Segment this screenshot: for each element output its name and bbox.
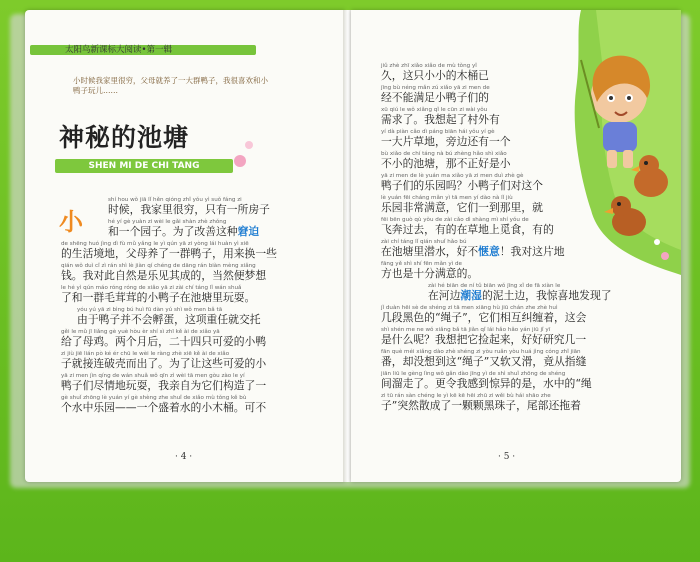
right-page — [351, 10, 681, 482]
pinyin-line: jīng bù néng mǎn zú xiǎo yā zi men de — [381, 85, 490, 91]
pinyin-line: fāng yě shì shí fēn mǎn yì de — [381, 261, 462, 267]
text-line — [381, 62, 671, 84]
hanzi-text: 子就接连破壳而出了。为了让这些可爱的小 — [61, 357, 267, 370]
hanzi-text: 了和一群毛茸茸的小鸭子在池塘里玩耍。 — [61, 291, 256, 304]
hanzi-line — [61, 336, 341, 349]
text-line — [381, 106, 671, 128]
hanzi-line — [77, 314, 341, 327]
text-line — [108, 196, 341, 218]
hanzi-line — [381, 114, 671, 127]
pinyin-line: yí dà piàn cǎo dì páng biān hái yǒu yí gè — [381, 129, 495, 135]
text-line — [61, 262, 341, 284]
text-line — [381, 370, 671, 392]
hanzi-text: 久，这只小小的木桶已 — [381, 69, 489, 82]
highlighted-word: 潮湿 — [460, 289, 482, 302]
hanzi-line — [381, 268, 671, 281]
header-dots: ●●●●● — [176, 45, 219, 55]
drop-cap: 小 — [59, 208, 83, 236]
text-line — [381, 348, 671, 370]
hanzi-text: 钱。我对此自然是乐见其成的，当然便梦想 — [61, 269, 267, 282]
text-line — [61, 284, 341, 306]
highlighted-word: 窘迫 — [237, 225, 260, 238]
text-line — [428, 282, 671, 304]
hanzi-line — [381, 70, 671, 83]
hanzi-line — [381, 356, 671, 369]
pinyin-line: jiān liū le gèng lìng wǒ gǎn dào jīng yì de shì shuǐ zhōng de shéng — [381, 371, 566, 377]
hanzi-text: 方也是十分满意的。 — [381, 267, 479, 280]
flower-icon — [234, 155, 246, 167]
hanzi-line — [381, 378, 671, 391]
hanzi-line — [428, 290, 671, 303]
pinyin-line: yā zi men jìn qíng de wán shuǎ wǒ qīn zì wèi tā men gòu zào le yí — [61, 373, 245, 379]
text-line — [381, 172, 671, 194]
flower-icon — [245, 141, 253, 149]
hanzi-text: 在池塘里潜水，好不 — [381, 245, 479, 258]
series-title: 太阳鸟新课标大阅读•第一辑 — [65, 45, 173, 55]
pinyin-line: lè yuán fēi cháng mǎn yì tā men yí dào nà lǐ jiù — [381, 195, 513, 201]
text-line — [381, 326, 671, 348]
left-page — [25, 10, 345, 482]
series-header — [65, 43, 218, 55]
left-body-text — [61, 196, 341, 416]
hanzi-text: 几段黑色的“绳子”，它们相互纠缠着，这会 — [381, 311, 587, 324]
hanzi-line — [381, 180, 671, 193]
right-body-text — [381, 62, 671, 414]
hanzi-text: 子”突然散成了一颗颗黑珠子，尾部还拖着 — [381, 399, 581, 412]
hanzi-text: 时候，我家里很穷，只有一所房子 — [108, 203, 270, 216]
page-number-left: · 4 · — [175, 452, 193, 462]
pinyin-line: jǐ duàn hēi sè de shéng zi tā men xiāng hù jiū chán zhe zhè huì — [381, 305, 558, 311]
text-line — [61, 394, 341, 416]
hanzi-line — [61, 292, 341, 305]
hanzi-text: 需求了。我想起了村外有 — [381, 113, 500, 126]
hanzi-line — [61, 402, 341, 415]
pinyin-line: hé yí gè yuàn zi wèi le gǎi shàn zhè zhǒng — [108, 219, 227, 225]
hanzi-line — [381, 334, 671, 347]
hanzi-line — [381, 246, 671, 259]
hanzi-line — [381, 158, 671, 171]
pinyin-line: zài hé biān de ní tǔ biān wǒ jīng xǐ de fā xiàn le — [428, 283, 561, 289]
text-line — [77, 306, 341, 328]
text-line — [381, 392, 671, 414]
pinyin-line: fēi bēn guò qù yǒu de zài cǎo dì shàng mì shí yǒu de — [381, 217, 529, 223]
hanzi-line — [381, 312, 671, 325]
title-pinyin: SHEN MI DE CHI TANG — [55, 159, 233, 173]
hanzi-text: 不小的池塘，那不正好是小 — [381, 157, 511, 170]
hanzi-line — [61, 270, 341, 283]
hanzi-text: 和一个园子。为了改善这种 — [108, 225, 238, 238]
pinyin-line: bù xiǎo de chí táng nà bú zhèng hǎo shì xiǎo — [381, 151, 507, 157]
hanzi-text: 个水中乐园——一个盛着水的小木桶。可不 — [61, 401, 267, 414]
hanzi-line — [61, 358, 341, 371]
text-line — [381, 84, 671, 106]
hanzi-line — [381, 92, 671, 105]
hanzi-line — [108, 204, 341, 217]
hanzi-line — [381, 224, 671, 237]
hanzi-text: 在河边 — [428, 289, 461, 302]
text-line — [381, 150, 671, 172]
hanzi-text: 的泥土边，我惊喜地发现了 — [481, 289, 612, 302]
hanzi-text: ！我对这片地 — [499, 245, 565, 258]
intro-text: 小时候我家里很穷，父母就养了一大群鸭子，我很喜欢和小鸭子玩儿…… — [73, 76, 268, 95]
pinyin-line: yā zi men de lè yuán ma xiǎo yā zi men duì zhè gè — [381, 173, 524, 179]
pinyin-line: gè shuǐ zhōng lè yuán yí gè shèng zhe shuǐ de xiǎo mù tǒng kě bù — [61, 395, 247, 401]
hanzi-line — [108, 226, 341, 239]
hanzi-text: 间溜走了。更令我感到惊异的是，水中的“绳 — [381, 377, 592, 390]
hanzi-text: 的生活境地，父母养了一群鸭子，用来换一些 — [61, 247, 277, 260]
pinyin-line: shì shén me ne wǒ xiǎng bǎ tā jiǎn qǐ lái hǎo hǎo yán jiū jǐ yī — [381, 327, 551, 333]
story-title: 神秘的池塘 — [59, 123, 190, 152]
hanzi-text: 番，却没想到这“绳子”又软又滑，竟从指缝 — [381, 355, 587, 368]
text-line — [381, 216, 671, 238]
hanzi-text: 鸭子们尽情地玩耍，我亲自为它们构造了一 — [61, 379, 267, 392]
hanzi-text: 是什么呢？我想把它捡起来，好好研究几一 — [381, 333, 587, 346]
pinyin-line: gěi le mǔ jī liǎng gè yuè hòu èr shí sì zhī kě ài de xiǎo yā — [61, 329, 220, 335]
highlighted-word: 惬意 — [478, 245, 500, 258]
text-line — [61, 350, 341, 372]
page-number-right: · 5 · — [498, 452, 516, 462]
text-line — [381, 304, 671, 326]
text-line — [381, 194, 671, 216]
hanzi-text: 鸭子们的乐园吗？小鸭子们对这个 — [381, 179, 543, 192]
hanzi-text: 给了母鸡。两个月后，二十四只可爱的小鸭 — [61, 335, 267, 348]
pinyin-line: xū qiú le wǒ xiǎng qǐ le cūn zi wài yǒu — [381, 107, 488, 113]
text-line — [61, 372, 341, 394]
text-line — [108, 218, 341, 240]
pinyin-line: qián wǒ duì cǐ zì rán shì lè jiàn qí chéng de dāng rán biàn mèng xiǎng — [61, 263, 256, 269]
pinyin-line: yóu yú yā zi bìng bú huì fū dàn yú shì wǒ men bǎ tā — [77, 307, 223, 313]
pinyin-line: de shēng huó jìng dì fù mǔ yǎng le yì qún yā zi yòng lái huàn yì xiē — [61, 241, 249, 247]
hanzi-line — [61, 248, 341, 261]
hanzi-text: 飞奔过去，有的在草地上觅食，有的 — [381, 223, 554, 236]
text-line — [381, 260, 671, 282]
text-line — [381, 238, 671, 260]
pinyin-line: zài chí táng lǐ qián shuǐ hǎo bú — [381, 239, 467, 245]
pinyin-line: jiǔ zhè zhī xiǎo xiǎo de mù tǒng yǐ — [381, 63, 477, 69]
hanzi-text: 乐园非常满意，它们一到那里，就 — [381, 201, 543, 214]
hanzi-line — [381, 202, 671, 215]
hanzi-text: 由于鸭子并不会孵蛋，这项重任就交托 — [77, 313, 261, 326]
pinyin-line: fān què méi xiǎng dào zhè shéng zi yòu ruǎn yòu huá jìng cóng zhǐ jiān — [381, 349, 581, 355]
hanzi-text: 一大片草地，旁边还有一个 — [381, 135, 511, 148]
hanzi-line — [61, 380, 341, 393]
text-line — [381, 128, 671, 150]
pinyin-line: le hé yì qún máo róng róng de xiǎo yā zi zài chí táng lǐ wán shuǎ — [61, 285, 242, 291]
hanzi-line — [381, 400, 671, 413]
hanzi-text: 经不能满足小鸭子们的 — [381, 91, 489, 104]
hanzi-line — [381, 136, 671, 149]
text-line — [61, 328, 341, 350]
text-line — [61, 240, 341, 262]
pinyin-line: zi jiù jiē lián pò ké ér chū le wèi le ràng zhè xiē kě ài de xiǎo — [61, 351, 230, 357]
pinyin-line: zi tū rán sàn chéng le yì kē kē hēi zhū zi wěi bù hái shāo zhe — [381, 393, 551, 399]
pinyin-line: shí hou wǒ jiā lǐ hěn qióng zhǐ yǒu yì suǒ fáng zi — [108, 197, 242, 203]
